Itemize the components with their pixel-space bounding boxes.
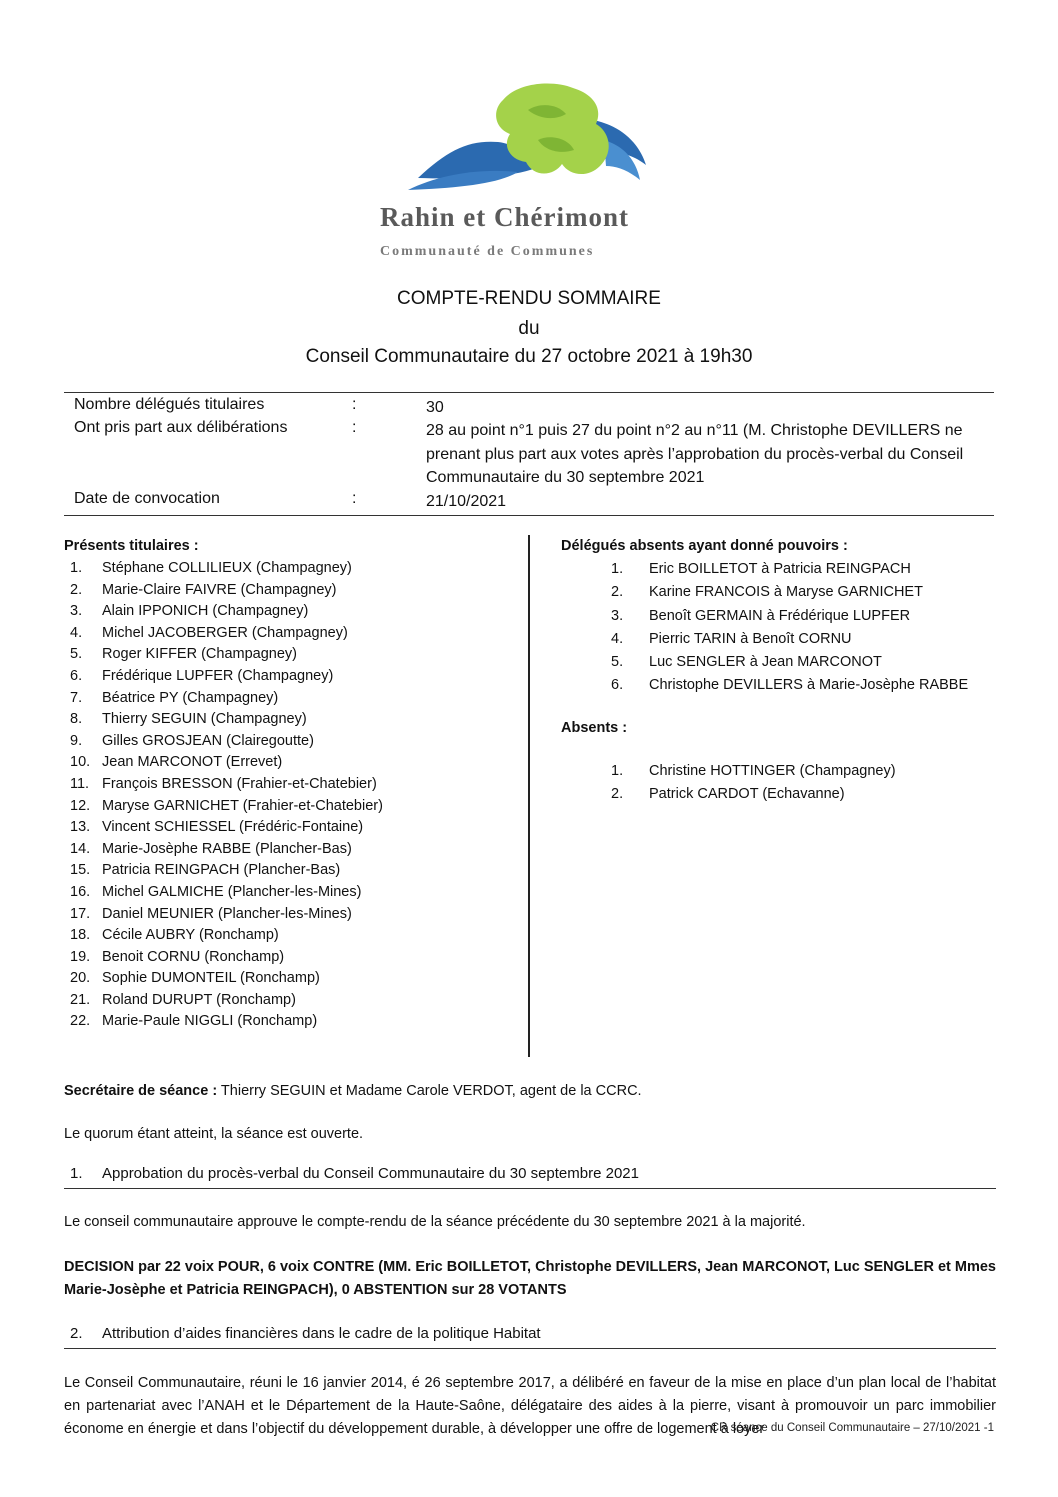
list-item-text: Béatrice PY (Champagney) — [102, 689, 279, 706]
list-item-text: François BRESSON (Frahier-et-Chatebier) — [102, 775, 377, 792]
logo-name: Rahin et Chérimont — [380, 202, 629, 232]
list-item — [64, 774, 524, 796]
list-item-text: Patrick CARDOT (Echavanne) — [649, 786, 845, 802]
section-2-heading — [64, 1325, 996, 1349]
list-item-number: 13. — [70, 819, 91, 836]
list-item — [64, 990, 524, 1012]
section-1-body: Le conseil communautaire approuve le compte-rendu de la séance précédente du 30 septembre 2021 à la majorité. — [64, 1214, 806, 1230]
list-item-number: 5. — [70, 646, 83, 663]
list-item-number: 3. — [611, 607, 624, 624]
list-item-text: Stéphane COLLILIEUX (Champagney) — [102, 560, 352, 576]
list-item — [561, 628, 1001, 651]
secretary-line — [64, 1080, 996, 1102]
list-item-number: 1. — [611, 763, 624, 779]
list-item — [561, 674, 1001, 697]
list-item-number: 9. — [70, 732, 83, 749]
ccrc-logo — [378, 80, 690, 265]
list-item-number: 14. — [70, 840, 91, 857]
list-item-text: Cécile AUBRY (Ronchamp) — [102, 927, 279, 944]
list-item-number: 18. — [70, 927, 91, 944]
list-item-text: Eric BOILLETOT à Patricia REINGPACH — [649, 561, 911, 577]
list-item-text: Michel GALMICHE (Plancher-les-Mines) — [102, 883, 362, 900]
list-item-number: 12. — [70, 797, 91, 814]
list-item — [561, 651, 1001, 674]
list-item — [64, 796, 524, 818]
list-item-text: Roger KIFFER (Champagney) — [102, 646, 298, 663]
list-item-text: Christophe DEVILLERS à Marie-Josèphe RABBE — [649, 677, 969, 694]
list-item — [64, 947, 524, 969]
list-item-number: 11. — [70, 775, 90, 792]
title-line-3: Conseil Communautaire du 27 octobre 2021 à 19h30 — [305, 346, 753, 367]
list-item — [64, 925, 524, 947]
list-item-number: 8. — [70, 711, 83, 728]
list-item — [64, 1011, 524, 1033]
section-title: Approbation du procès-verbal du Conseil Communautaire du 30 septembre 2021 — [102, 1165, 639, 1182]
list-item — [64, 968, 524, 990]
list-item-number: 10. — [70, 754, 91, 771]
list-item-number: 6. — [70, 667, 83, 684]
list-item — [64, 601, 524, 623]
list-item — [561, 605, 1001, 628]
list-item — [64, 752, 524, 774]
list-item-text: Frédérique LUPFER (Champagney) — [102, 667, 334, 684]
section-1-heading — [64, 1165, 996, 1189]
list-item — [64, 666, 524, 688]
present-members — [64, 538, 524, 1033]
info-label: Ont pris part aux délibérations — [74, 419, 288, 436]
list-item-number: 16. — [70, 883, 91, 900]
title-line-2: du — [518, 318, 540, 339]
list-item-text: Karine FRANCOIS à Maryse GARNICHET — [649, 584, 923, 601]
list-item-text: Maryse GARNICHET (Frahier-et-Chatebier) — [102, 797, 383, 814]
logo-subtitle: Communauté de Communes — [380, 244, 595, 259]
list-item — [64, 580, 524, 602]
section-1-decision: DECISION par 22 voix POUR, 6 voix CONTRE (MM. Eric BOILLETOT, Christophe DEVILLERS, Jean MARCONOT, Luc SENGLER et Mmes Marie-Josèphe et Patricia REINGPACH), 0 ABSTENTION sur 28 VOTANTS — [64, 1259, 996, 1298]
list-item-text: Benoît GERMAIN à Frédérique LUPFER — [649, 607, 911, 624]
list-item — [64, 709, 524, 731]
list-item-text: Sophie DUMONTEIL (Ronchamp) — [102, 970, 320, 987]
list-item-number: 22. — [70, 1013, 91, 1030]
list-item — [64, 558, 524, 580]
logo-graphic — [378, 80, 690, 205]
list-item — [561, 558, 1001, 581]
list-item-text: Christine HOTTINGER (Champagney) — [649, 763, 896, 779]
list-item — [64, 882, 524, 904]
absent-members — [561, 538, 1001, 802]
list-item-text: Alain IPPONICH (Champagney) — [102, 603, 309, 620]
proxies-heading: Délégués absents ayant donné pouvoirs : — [561, 538, 848, 554]
list-item-number: 19. — [70, 948, 91, 965]
list-item — [64, 904, 524, 926]
list-item — [64, 688, 524, 710]
list-item-number: 3. — [70, 603, 83, 620]
list-item-text: Gilles GROSJEAN (Clairegoutte) — [102, 732, 314, 749]
list-item — [64, 644, 524, 666]
secretary-text: Thierry SEGUIN et Madame Carole VERDOT, agent de la CCRC. — [217, 1083, 642, 1099]
list-item-number: 4. — [70, 624, 83, 641]
list-item — [64, 731, 524, 753]
present-heading: Présents titulaires : — [64, 538, 199, 554]
info-label: Nombre délégués titulaires — [74, 396, 265, 413]
list-item-number: 6. — [611, 677, 624, 694]
title-line-1: COMPTE-RENDU SOMMAIRE — [397, 288, 661, 309]
list-item-text: Pierric TARIN à Benoît CORNU — [649, 630, 852, 647]
info-value: 30 — [426, 399, 444, 416]
page-footer: CR séance du Conseil Communautaire – 27/10/2021 -1 — [710, 1422, 994, 1434]
list-item-number: 1. — [611, 561, 624, 577]
list-item-text: Benoit CORNU (Ronchamp) — [102, 948, 285, 965]
secretary-label: Secrétaire de séance : — [64, 1083, 218, 1099]
list-item — [561, 581, 1001, 604]
list-item — [64, 839, 524, 861]
list-item-text: Patricia REINGPACH (Plancher-Bas) — [102, 862, 341, 879]
list-item-number: 2. — [611, 584, 624, 601]
list-item-number: 17. — [70, 905, 91, 922]
list-item-number: 21. — [70, 991, 91, 1008]
list-item-text: Marie-Claire FAIVRE (Champagney) — [102, 581, 337, 598]
info-colon: : — [352, 396, 357, 413]
list-item-text: Daniel MEUNIER (Plancher-les-Mines) — [102, 905, 352, 922]
list-item-text: Roland DURUPT (Ronchamp) — [102, 991, 296, 1008]
list-item-text: Thierry SEGUIN (Champagney) — [102, 711, 307, 728]
info-label: Date de convocation — [74, 490, 220, 507]
list-item-number: 15. — [70, 862, 91, 879]
section-2-body: Le Conseil Communautaire, réuni le 16 janvier 2014, é 26 septembre 2017, a délibéré en faveur de la mise en place d’un plan local de l’habitat en partenariat avec l’ANAH et le Département de la Haute-Saône, délégataire des aides à la pierre, visant à promouvoir un parc immobilier économe en énergie et dans l’objectif du développement durable, à développer une offre de logement à loyer — [64, 1375, 996, 1437]
list-item-number: 2. — [611, 786, 624, 802]
section-title: Attribution d’aides financières dans le cadre de la politique Habitat — [102, 1325, 541, 1342]
proxies-list — [561, 558, 1001, 698]
info-colon: : — [352, 419, 357, 436]
section-number: 2. — [70, 1325, 83, 1342]
list-item-text: Luc SENGLER à Jean MARCONOT — [649, 654, 882, 671]
list-item-number: 7. — [70, 689, 83, 706]
info-table — [64, 392, 994, 516]
list-item-text: Jean MARCONOT (Errevet) — [102, 754, 283, 771]
list-item-text: Marie-Paule NIGGLI (Ronchamp) — [102, 1013, 318, 1030]
list-item-number: 4. — [611, 630, 624, 647]
quorum-line: Le quorum étant atteint, la séance est ouverte. — [64, 1126, 364, 1142]
list-item-number: 20. — [70, 970, 91, 987]
list-item-number: 5. — [611, 654, 624, 671]
info-value: 21/10/2021 — [426, 493, 507, 510]
list-item — [64, 817, 524, 839]
absents-heading: Absents : — [561, 720, 628, 736]
info-colon: : — [352, 490, 357, 507]
list-item-number: 1. — [70, 560, 83, 576]
list-item-text: Michel JACOBERGER (Champagney) — [102, 624, 348, 641]
section-number: 1. — [70, 1165, 83, 1182]
list-item — [64, 623, 524, 645]
list-item-text: Marie-Josèphe RABBE (Plancher-Bas) — [102, 840, 352, 857]
list-item — [64, 860, 524, 882]
info-value: 28 au point n°1 puis 27 du point n°2 au n°11 (M. Christophe DEVILLERS ne prenant plus part aux votes après l’approbation du procès-verbal du Conseil Communautaire du 30 septembre 2021 — [426, 422, 964, 486]
list-item-number: 2. — [70, 581, 83, 598]
present-list — [64, 558, 524, 1033]
list-item-text: Vincent SCHIESSEL (Frédéric-Fontaine) — [102, 819, 364, 836]
column-divider — [528, 535, 530, 1057]
